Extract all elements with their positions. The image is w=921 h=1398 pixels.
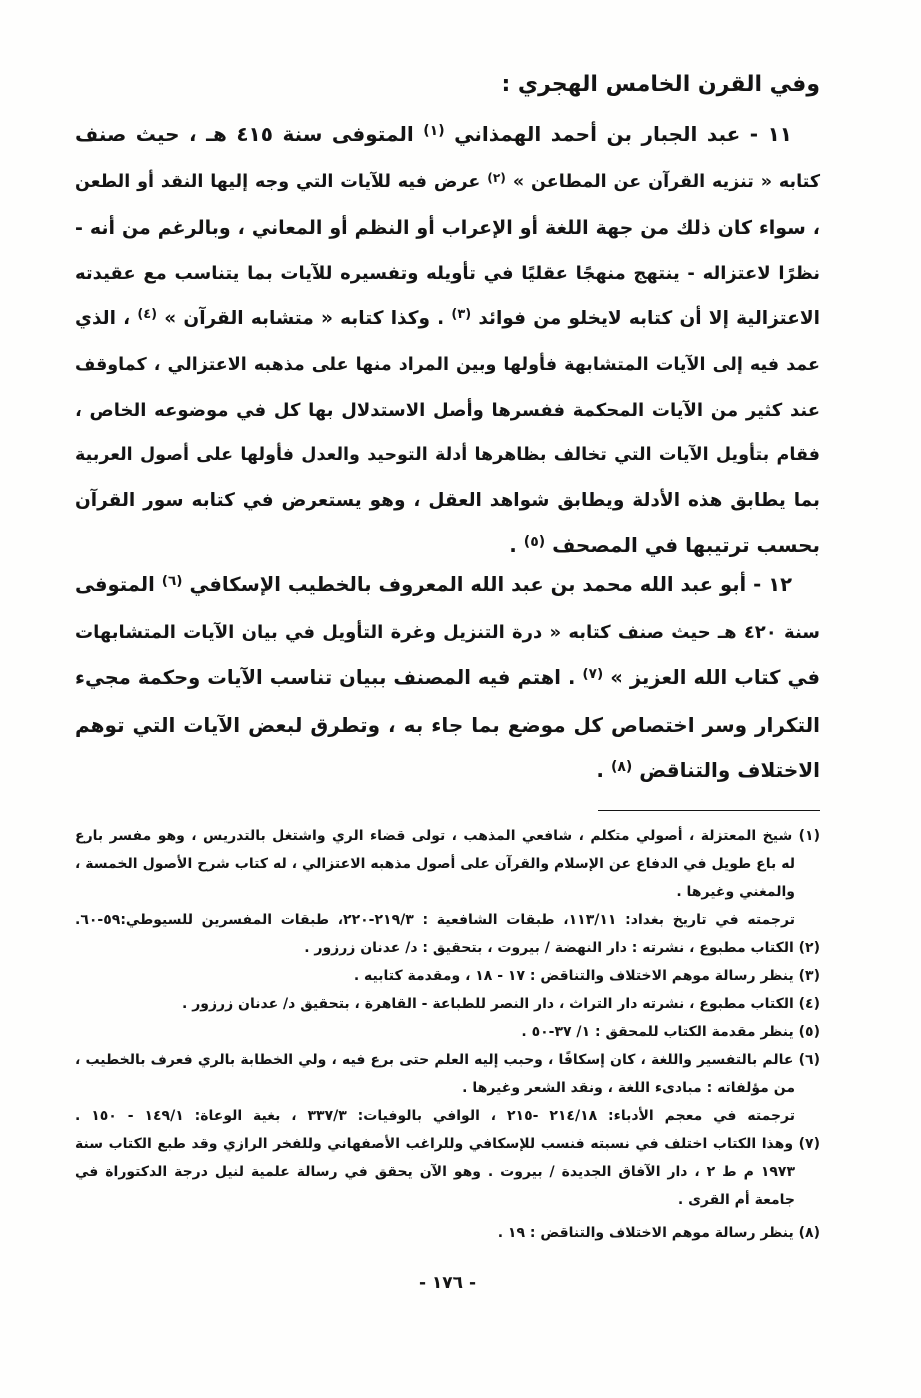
footnote-6 xyxy=(75,1046,820,1130)
footnote-7 xyxy=(75,1130,820,1214)
footnote-1 xyxy=(75,822,820,934)
body-line: نظرًا لاعتزاله - ينتهج منهجًا عقليًا في تأويله وتفسيره للآيات بما يتناسب مع عقيدته xyxy=(75,263,820,284)
footnote-line: ١٩٧٣ م ط ٢ ، دار الآفاق الجديدة / بيروت . وهو الآن يحقق في رسالة علمية لنيل درجة الدكتوراة في xyxy=(75,1164,795,1180)
footnote-line: والمغني وغيرها . xyxy=(676,884,795,900)
page-number: - ١٧٦ - xyxy=(418,1273,477,1293)
footnote-line: من مؤلفاته : مبادىء اللغة ، ونقد الشعر وغيرها . xyxy=(462,1080,795,1096)
body-line: بما يطابق هذه الأدلة ويطابق شواهد العقل ، وهو يستعرض في كتابه سور القرآن xyxy=(75,490,820,511)
footnote-citation: ترجمته في تاريخ بغداد: ١١٣/١١، طبقات الشافعية : ٢١٩/٣-٢٢٠، طبقات المفسرين للسيوطي:٥٩-٦٠. xyxy=(75,912,795,928)
footnote-5 xyxy=(75,1018,820,1046)
footnote-ref: (٦) xyxy=(161,572,183,589)
footnote-citation: ترجمته في معجم الأدباء: ٢١٤/١٨ -٢١٥ ، الوافي بالوفيات: ٣٣٧/٣ ، بغية الوعاة: ١٤٩/١ - ١٥٠ . xyxy=(75,1108,796,1124)
line-text: المتوفى سنة ٤١٥ هـ ، حيث صنف xyxy=(75,122,414,146)
footnote-4 xyxy=(75,990,820,1018)
footnote-line: (٢) الكتاب مطبوع ، نشرته : دار النهضة / بيروت ، بتحقيق : د/ عدنان زرزور . xyxy=(304,940,820,956)
footnote-line: (٧) وهذا الكتاب اختلف في نسبته فنسب للإسكافي وللراغب الأصفهاني وللفخر الرازي وقد طبع الكتاب سنة xyxy=(75,1136,820,1152)
line-text: . xyxy=(596,758,604,782)
body-line xyxy=(75,562,820,610)
footnote-ref: (٧) xyxy=(582,665,604,682)
footnote-ref: (٨) xyxy=(610,758,633,775)
line-text: في كتاب الله العزيز » xyxy=(610,666,820,689)
body-line: سنة ٤٢٠ هـ حيث صنف كتابه « درة التنزيل وغرة التأويل في بيان الآيات المتشابهات xyxy=(75,622,820,643)
body-line xyxy=(75,655,820,703)
footnote-2 xyxy=(75,934,820,962)
line-text: . اهتم فيه المصنف ببيان تناسب الآيات وحكمة مجيء xyxy=(75,666,576,689)
footnotes xyxy=(75,822,820,1247)
entry-11 xyxy=(75,112,820,571)
footnote-3 xyxy=(75,962,820,990)
body-line: عند كثير من الآيات المحكمة ففسرها وأصل الاستدلال بها كل في موضوعه الخاص ، xyxy=(75,400,820,421)
line-text: كتابه « تنزيه القرآن عن المطاعن » xyxy=(512,172,821,192)
footnote-ref: (٥) xyxy=(523,533,546,550)
body-line xyxy=(75,160,820,206)
line-text: بحسب ترتيبها في المصحف xyxy=(552,533,820,557)
footnote-line: (٨) ينظر رسالة موهم الاختلاف والتناقض : ١٩ . xyxy=(497,1225,820,1241)
footnote-8 xyxy=(75,1219,820,1247)
line-text: الاعتزالية إلا أن كتابه لايخلو من فوائد xyxy=(478,308,820,329)
line-text: ، الذي xyxy=(75,308,131,329)
body-line: التكرار وسر اختصاص كل موضع بما جاء به ، وتطرق لبعض الآيات التي توهم xyxy=(75,713,820,737)
footnote-line: له باع طويل في الدفاع عن الإسلام والقرآن على أصول مذهبه الاعتزالي ، له كتاب شرح الأصول الخمسة ، xyxy=(75,856,795,872)
entry-12 xyxy=(75,562,820,796)
line-text: . xyxy=(509,533,517,557)
body-line: فقام بتأويل الآيات التي تخالف بظاهرها أدلة التوحيد والعدل فأولها على أصول العربية xyxy=(75,445,820,465)
body-line: عمد فيه إلى الآيات المتشابهة فأولها وبين المراد منها على مذهبه الاعتزالي ، كماوقف xyxy=(75,355,820,375)
footnote-line: (٤) الكتاب مطبوع ، نشرته دار التراث ، دار النصر للطباعة - القاهرة ، بتحقيق د/ عدنان زرزور . xyxy=(182,996,820,1012)
footnote-line: جامعة أم القرى . xyxy=(677,1192,795,1208)
body-line xyxy=(75,112,820,160)
body-line: ، سواء كان ذلك من جهة اللغة أو الإعراب أو النظم أو المعاني ، وبالرغم من أنه - xyxy=(75,217,820,239)
footnote-line: (٦) عالم بالتفسير واللغة ، كان إسكافًا ، وحبب إليه العلم حتى برع فيه ، ولي الخطابة بالري فعرف بالخطيب ، xyxy=(75,1052,820,1068)
footnote-line: (٣) ينظر رسالة موهم الاختلاف والتناقض : ١٧ - ١٨ ، ومقدمة كتابيه . xyxy=(353,968,820,984)
section-heading: وفي القرن الخامس الهجري : xyxy=(501,72,820,97)
line-text: المتوفى xyxy=(75,573,155,596)
footnote-ref: (٢) xyxy=(487,170,506,185)
body-line xyxy=(75,748,820,796)
footnote-line: (٥) ينظر مقدمة الكتاب للمحقق : ١/ ٣٧-٥٠ . xyxy=(521,1024,820,1040)
line-text: الاختلاف والتناقض xyxy=(639,758,820,782)
footnote-separator xyxy=(598,810,820,811)
line-text: ١٢ - أبو عبد الله محمد بن عبد الله المعروف بالخطيب الإسكافي xyxy=(189,573,792,596)
footnote-ref: (٣) xyxy=(451,307,472,323)
body-line xyxy=(75,296,820,343)
line-text: ١١ - عبد الجبار بن أحمد الهمذاني xyxy=(454,122,792,146)
footnote-ref: (١) xyxy=(423,122,445,139)
line-text: عرض فيه للآيات التي وجه إليها النقد أو الطعن xyxy=(75,172,481,192)
footnote-ref: (٤) xyxy=(137,307,158,323)
line-text: . وكذا كتابه « متشابه القرآن » xyxy=(164,308,445,329)
footnote-line: (١) شيخ المعتزلة ، أصولي متكلم ، شافعي المذهب ، تولى قضاء الري واشتغل بالتدريس ، وهو مفسر بارع xyxy=(75,828,820,844)
